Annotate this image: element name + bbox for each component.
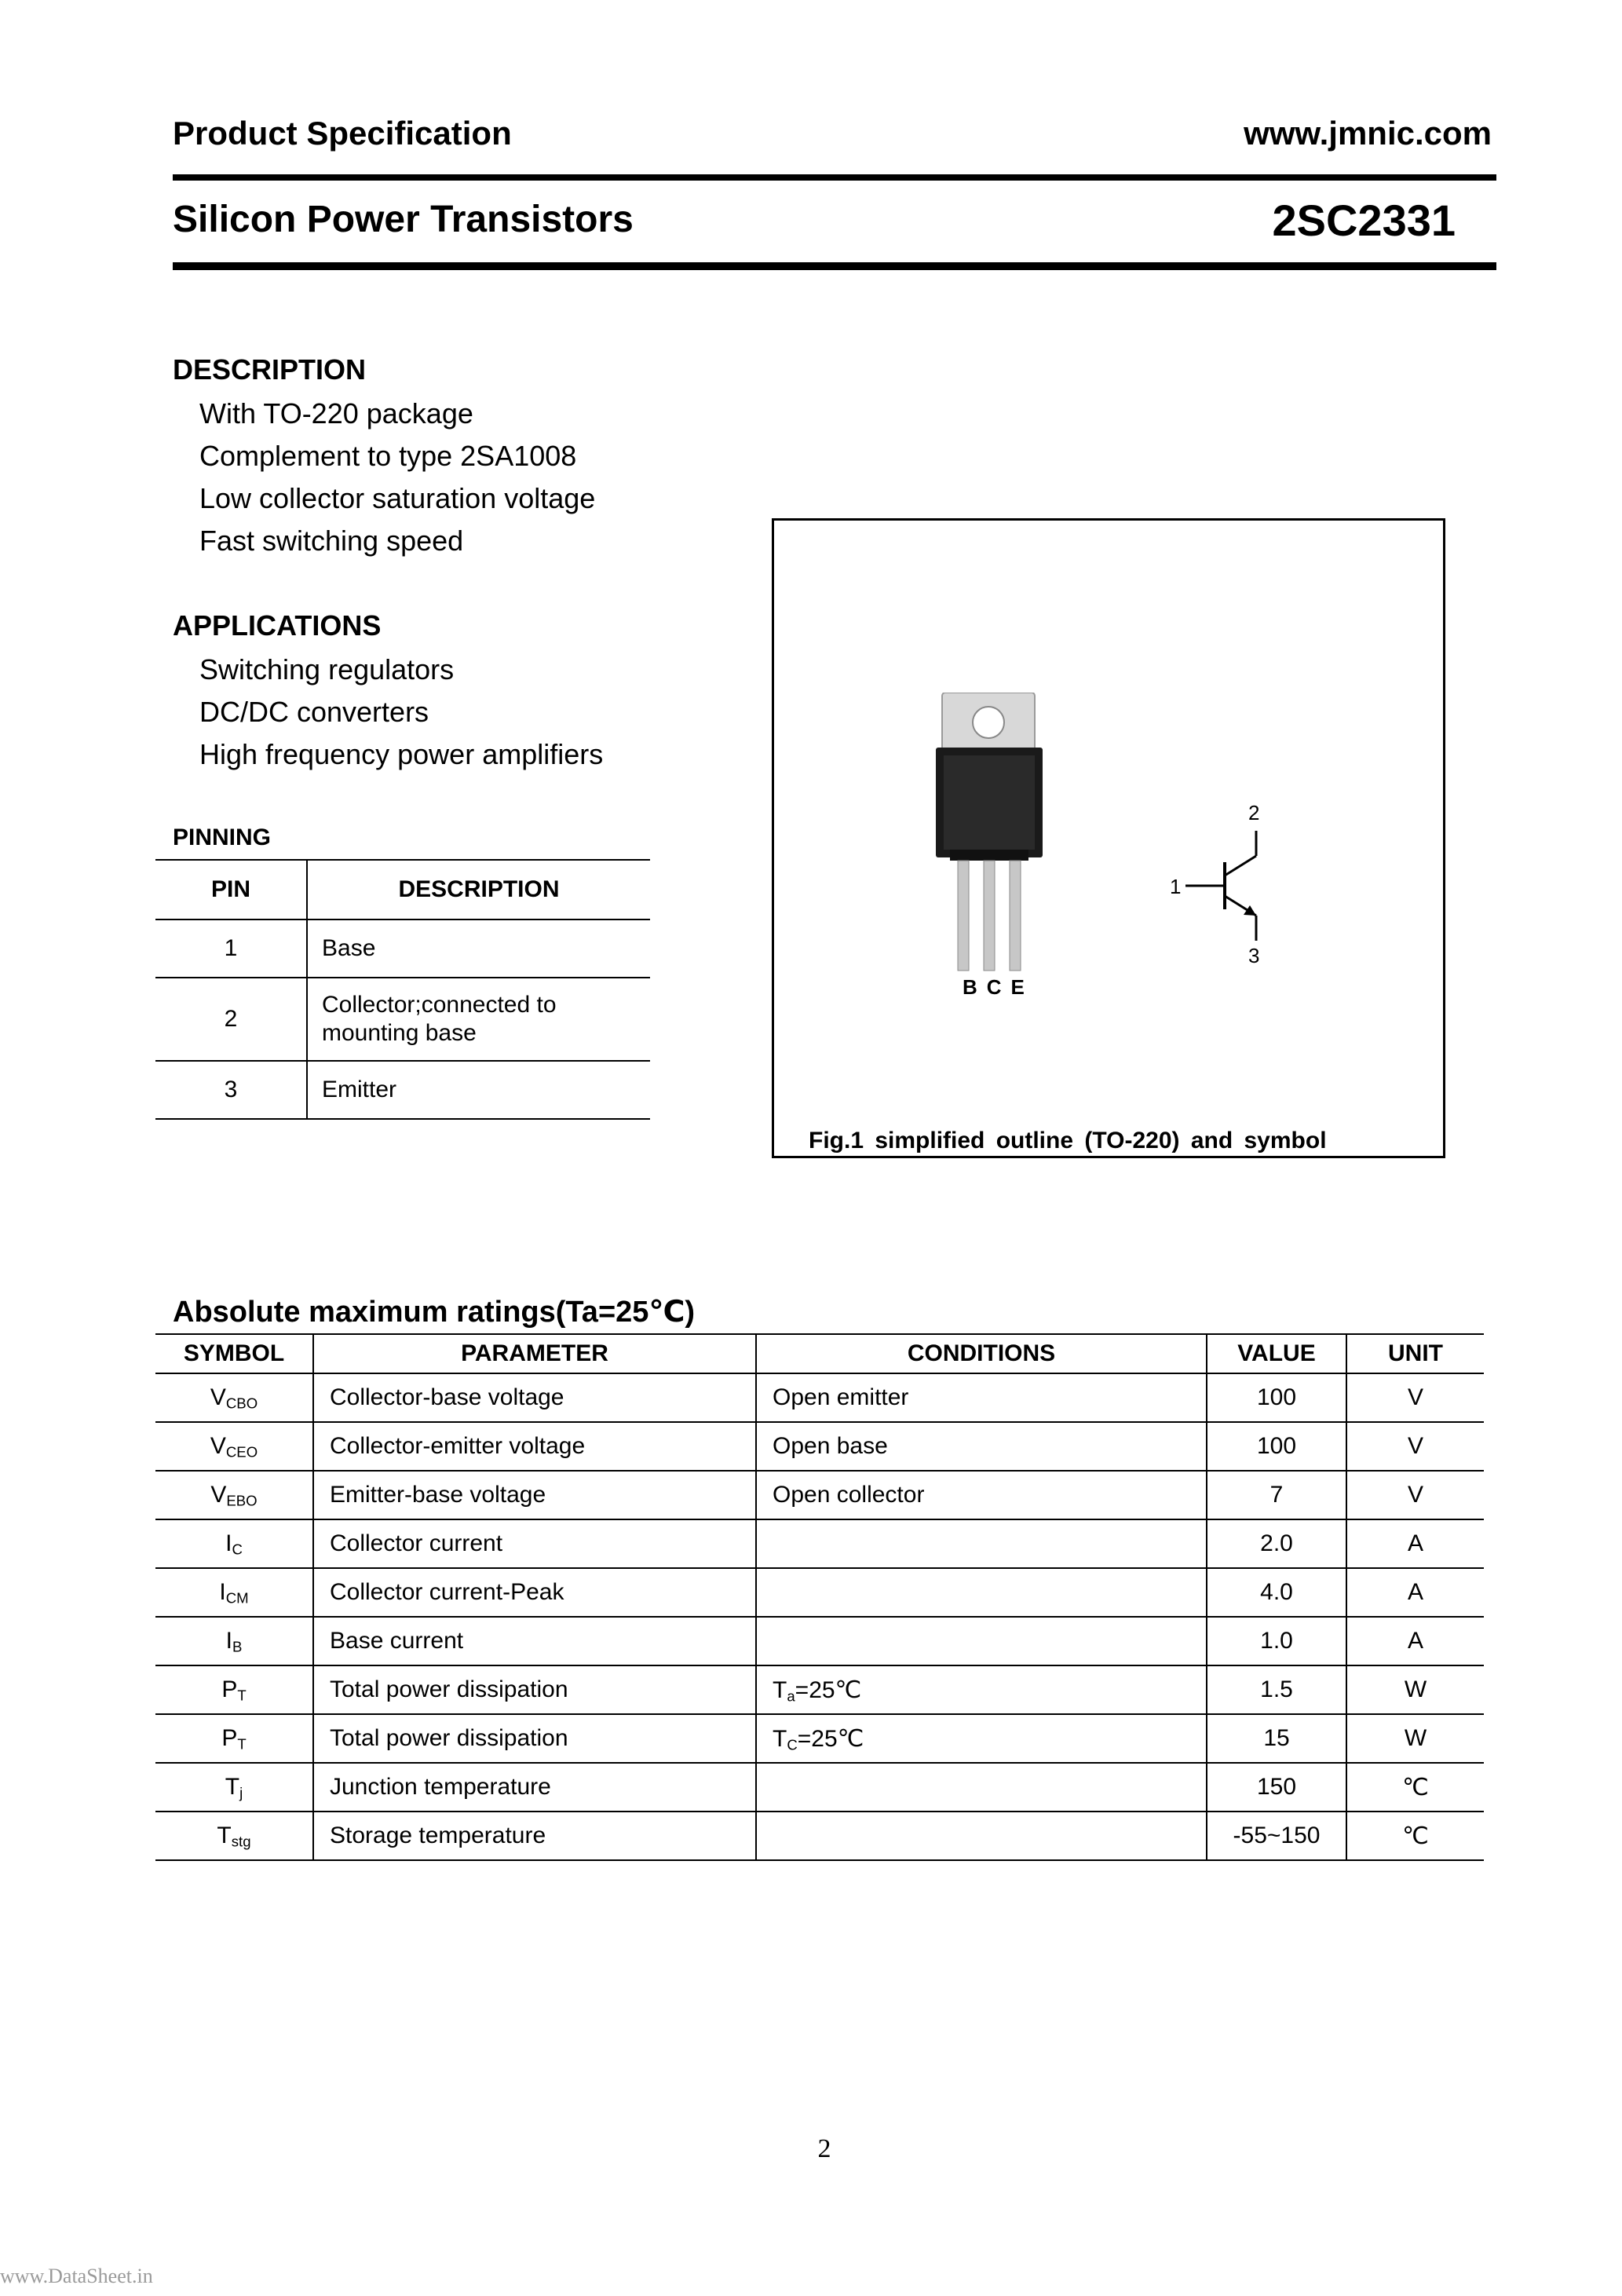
table-row <box>155 1812 1484 1860</box>
symbol-pin-2: 2 <box>1248 801 1260 824</box>
pin-description: Emitter <box>307 1061 650 1119</box>
header-rule-top <box>173 174 1496 181</box>
header-website: www.jmnic.com <box>1244 115 1492 152</box>
unit-cell: ℃ <box>1346 1763 1484 1812</box>
unit-cell: A <box>1346 1519 1484 1568</box>
value-cell: 150 <box>1207 1763 1346 1812</box>
conditions-cell <box>756 1763 1207 1812</box>
part-number: 2SC2331 <box>1272 196 1456 245</box>
ratings-heading: Absolute maximum ratings(Ta=25℃) <box>173 1296 696 1329</box>
conditions-cell: Open base <box>756 1422 1207 1471</box>
list-item: DC/DC converters <box>199 696 429 728</box>
value-cell: 4.0 <box>1207 1568 1346 1617</box>
conditions-cell <box>756 1617 1207 1665</box>
table-row <box>155 1714 1484 1763</box>
table-row <box>155 1373 1484 1422</box>
npn-transistor-symbol-icon <box>1170 793 1311 974</box>
parameter-cell: Collector-emitter voltage <box>313 1422 756 1471</box>
table-row <box>155 978 650 1061</box>
pin-description <box>307 978 650 1061</box>
column-header-symbol: SYMBOL <box>155 1334 313 1373</box>
symbol-cell: $P_T$ <box>155 1665 313 1714</box>
symbol-pin-1: 1 <box>1170 875 1182 898</box>
value-cell: 2.0 <box>1207 1519 1346 1568</box>
list-item: With TO-220 package <box>199 397 473 430</box>
list-item: Switching regulators <box>199 653 455 686</box>
column-header-description: DESCRIPTION <box>307 860 650 919</box>
doc-title: Silicon Power Transistors <box>173 199 634 240</box>
table-row <box>155 1061 650 1119</box>
symbol-cell: $I_{CM}$ <box>155 1568 313 1617</box>
table-row <box>155 1519 1484 1568</box>
pin-number: 2 <box>155 978 307 1061</box>
unit-cell: W <box>1346 1714 1484 1763</box>
parameter-cell: Collector current <box>313 1519 756 1568</box>
parameter-cell: Emitter-base voltage <box>313 1471 756 1519</box>
table-row <box>155 1617 1484 1665</box>
unit-cell: A <box>1346 1568 1484 1617</box>
table-header-row <box>155 860 650 919</box>
header-product-spec: Product Specification <box>173 115 512 152</box>
table-row <box>155 1568 1484 1617</box>
description-heading: DESCRIPTION <box>173 353 367 386</box>
symbol-cell: $T_j$ <box>155 1763 313 1812</box>
parameter-cell: Junction temperature <box>313 1763 756 1812</box>
unit-cell: ℃ <box>1346 1812 1484 1860</box>
unit-cell: V <box>1346 1373 1484 1422</box>
symbol-cell: $V_{CBO}$ <box>155 1373 313 1422</box>
list-item: Complement to type 2SA1008 <box>199 440 577 472</box>
value-cell: 100 <box>1207 1373 1346 1422</box>
list-item: High frequency power amplifiers <box>199 738 604 770</box>
value-cell: 1.0 <box>1207 1617 1346 1665</box>
value-cell: 7 <box>1207 1471 1346 1519</box>
table-header-row <box>155 1334 1484 1373</box>
pin-number: 1 <box>155 919 307 978</box>
symbol-cell: $I_B$ <box>155 1617 313 1665</box>
unit-cell: V <box>1346 1422 1484 1471</box>
column-header-unit: UNIT <box>1346 1334 1484 1373</box>
pinning-heading: PINNING <box>173 824 272 850</box>
symbol-cell: $T_{stg}$ <box>155 1812 313 1860</box>
pinning-table <box>155 859 650 1120</box>
parameter-cell: Base current <box>313 1617 756 1665</box>
symbol-cell: $P_T$ <box>155 1714 313 1763</box>
symbol-pin-3: 3 <box>1248 944 1260 967</box>
conditions-cell <box>756 1519 1207 1568</box>
conditions-cell: $T_a=25℃$ <box>756 1665 1207 1714</box>
watermark-link[interactable]: www.DataSheet.in <box>0 2265 153 2287</box>
description-list <box>199 393 595 562</box>
column-header-value: VALUE <box>1207 1334 1346 1373</box>
conditions-cell: Open emitter <box>756 1373 1207 1422</box>
ratings-table <box>155 1333 1484 1861</box>
applications-list <box>199 649 603 776</box>
column-header-conditions: CONDITIONS <box>756 1334 1207 1373</box>
pin-description-line: Collector;connected to <box>322 992 557 1018</box>
conditions-cell <box>756 1568 1207 1617</box>
parameter-cell: Total power dissipation <box>313 1714 756 1763</box>
pin-number: 3 <box>155 1061 307 1119</box>
applications-heading: APPLICATIONS <box>173 609 382 642</box>
pin-description-line: mounting base <box>322 1020 477 1046</box>
value-cell: 15 <box>1207 1714 1346 1763</box>
column-header-parameter: PARAMETER <box>313 1334 756 1373</box>
pin-description: Base <box>307 919 650 978</box>
table-row <box>155 1763 1484 1812</box>
parameter-cell: Total power dissipation <box>313 1665 756 1714</box>
symbol-cell: $V_{CEO}$ <box>155 1422 313 1471</box>
table-row <box>155 1665 1484 1714</box>
unit-cell: A <box>1346 1617 1484 1665</box>
header-rule-bottom <box>173 262 1496 270</box>
conditions-cell <box>756 1812 1207 1860</box>
value-cell: 100 <box>1207 1422 1346 1471</box>
page-number: 2 <box>817 2134 831 2163</box>
figure-caption: Fig.1 simplified outline (TO-220) and symbol <box>809 1128 1327 1153</box>
unit-cell: V <box>1346 1471 1484 1519</box>
list-item: Low collector saturation voltage <box>199 482 596 514</box>
parameter-cell: Collector-base voltage <box>313 1373 756 1422</box>
value-cell: 1.5 <box>1207 1665 1346 1714</box>
figure-box <box>772 518 1445 1158</box>
package-pin-labels: BCE <box>963 975 1034 999</box>
conditions-cell: Open collector <box>756 1471 1207 1519</box>
table-row <box>155 919 650 978</box>
table-row <box>155 1422 1484 1471</box>
value-cell: -55~150 <box>1207 1812 1346 1860</box>
parameter-cell: Storage temperature <box>313 1812 756 1860</box>
column-header-pin: PIN <box>155 860 307 919</box>
to220-package-image <box>926 693 1052 975</box>
table-row <box>155 1471 1484 1519</box>
symbol-cell: $I_C$ <box>155 1519 313 1568</box>
list-item: Fast switching speed <box>199 525 464 557</box>
parameter-cell: Collector current-Peak <box>313 1568 756 1617</box>
symbol-cell: $V_{EBO}$ <box>155 1471 313 1519</box>
unit-cell: W <box>1346 1665 1484 1714</box>
conditions-cell: $T_C=25℃$ <box>756 1714 1207 1763</box>
